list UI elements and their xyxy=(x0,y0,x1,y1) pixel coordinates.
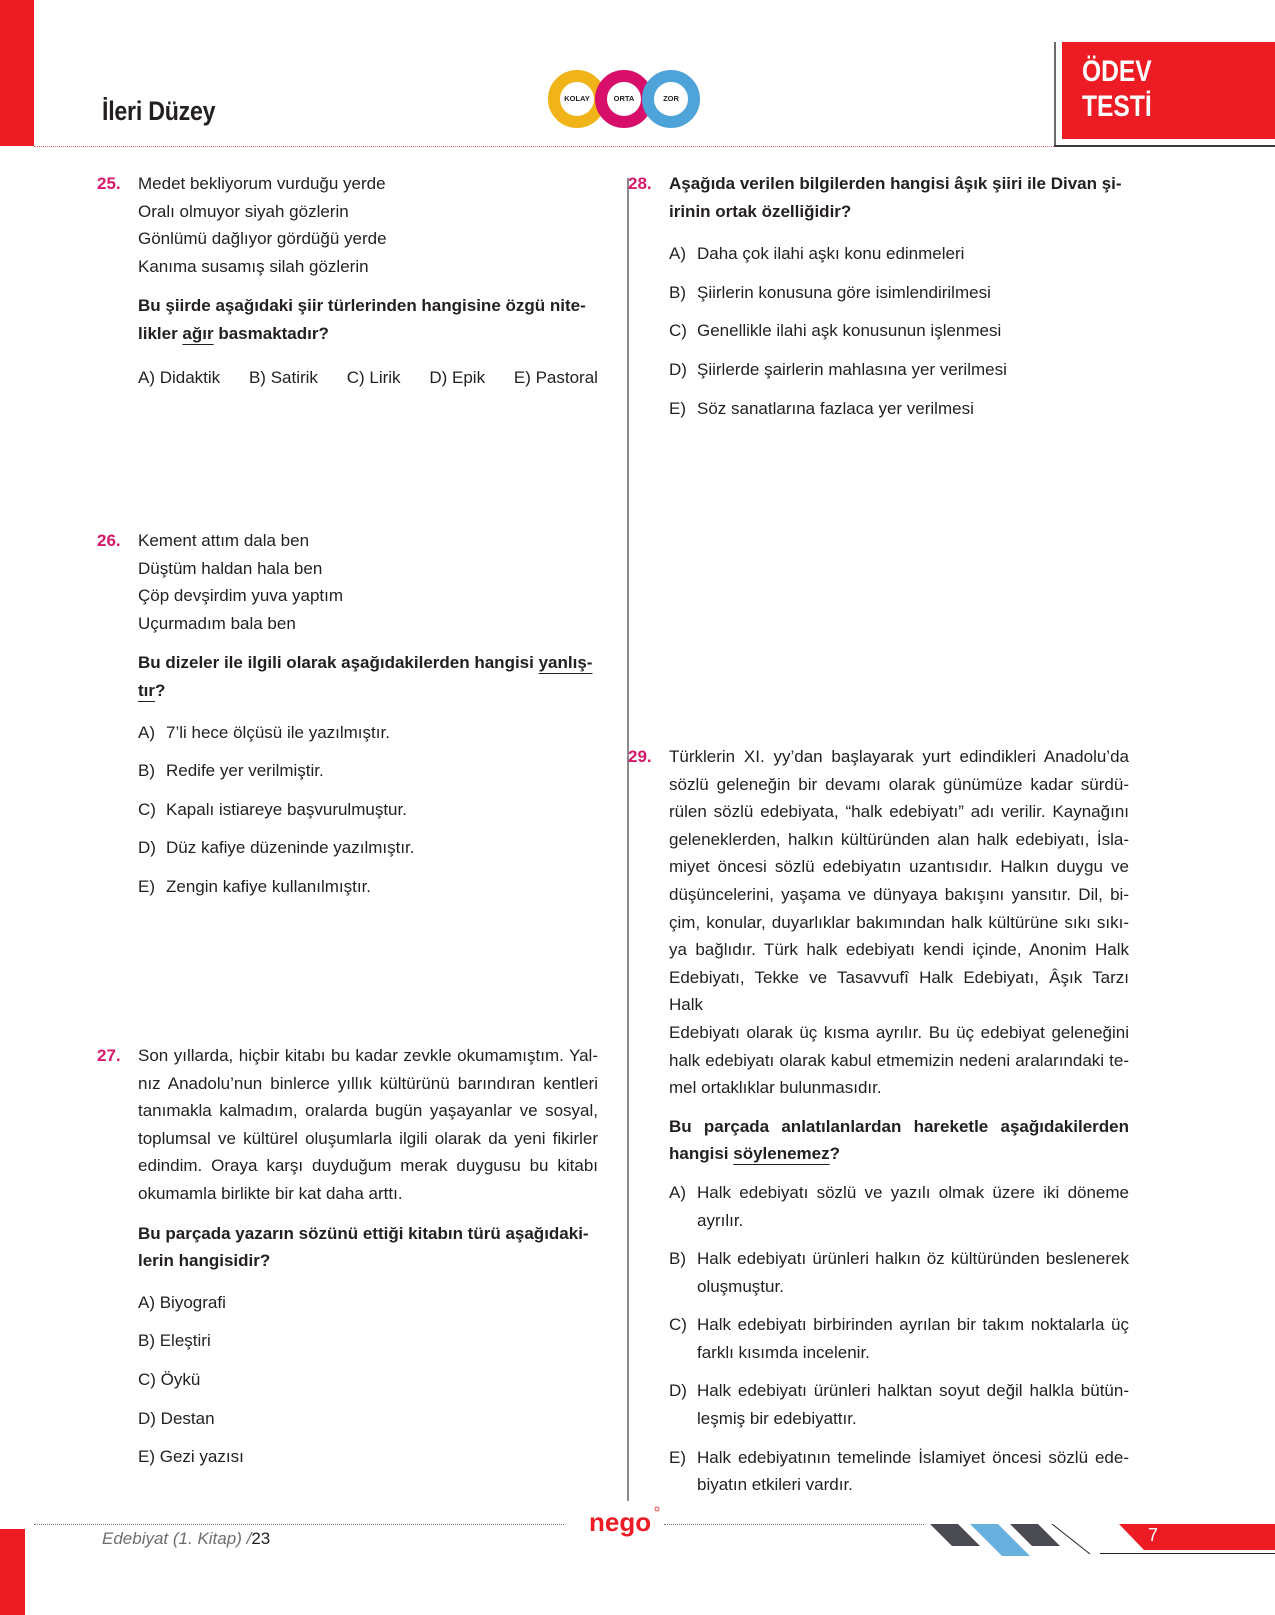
option-text: oluşmuştur. xyxy=(697,1276,784,1296)
stem-emphasis: söylenemez xyxy=(733,1144,830,1164)
option-text: Halk edebiyatı ürünleri halkın öz kültüründen beslenerek xyxy=(697,1249,1129,1269)
option-text: Daha çok ilahi aşkı konu edinmeleri xyxy=(697,244,965,264)
question-27 xyxy=(97,1042,598,1471)
option-letter: E) xyxy=(669,398,686,418)
stem-text: ? xyxy=(829,1144,841,1164)
answer-option-c[interactable] xyxy=(669,317,1129,345)
question-number: 28. xyxy=(628,174,652,193)
question-stem: Aşağıda verilen bilgilerden hangisi âşık şiiri ile Divan şi- xyxy=(669,174,1122,193)
option-text: Halk edebiyatı birbirinden ayrılan bir takım noktalarla üç xyxy=(697,1315,1129,1335)
answer-option-b[interactable]: B) Satirik xyxy=(248,367,318,387)
page-number: 7 xyxy=(1148,1525,1159,1545)
passage-line: edindim. Oraya karşı duyduğum merak duygusu bu kitabı xyxy=(138,1156,598,1176)
page-number-underline xyxy=(1100,1553,1275,1554)
question-29 xyxy=(628,743,1129,1499)
answer-options xyxy=(138,1289,598,1471)
answer-option-c[interactable]: C) Öykü xyxy=(138,1369,201,1389)
option-text: Şiirlerde şairlerin mahlasına yer verilmesi xyxy=(697,359,1007,379)
poem-line: Oralı olmuyor siyah gözlerin xyxy=(138,201,349,221)
answer-option-d[interactable]: D) Epik xyxy=(429,367,486,387)
answer-option-c[interactable] xyxy=(669,1311,1129,1366)
answer-option-e[interactable] xyxy=(669,395,1129,423)
passage-line: okumamla birlikte bir kat daha arttı. xyxy=(138,1183,403,1203)
column-divider xyxy=(627,178,629,1501)
answer-option-e[interactable] xyxy=(669,1444,1129,1499)
book-title xyxy=(102,1529,270,1549)
answer-option-d[interactable] xyxy=(669,356,1129,384)
question-number: 29. xyxy=(628,747,652,766)
option-text: ayrılır. xyxy=(697,1210,744,1230)
answer-option-d[interactable] xyxy=(669,1377,1129,1432)
question-stem: Bu şiirde aşağıdaki şiir türlerinden hangisine özgü nite- xyxy=(138,296,586,316)
stripe-dark xyxy=(1010,1524,1060,1546)
option-letter: B) xyxy=(138,761,155,781)
answer-option-e[interactable]: E) Pastoral xyxy=(513,367,598,387)
difficulty-logo xyxy=(548,70,708,135)
page-number-badge xyxy=(1119,1524,1275,1550)
option-text: Halk edebiyatı sözlü ve yazılı olmak üzere iki döneme xyxy=(697,1182,1129,1202)
poem-line: Kement attım dala ben xyxy=(138,531,310,550)
passage-line: sözlü geleneğin bir devamı olarak günümüze kadar sürdü- xyxy=(669,774,1129,794)
poem-line: Medet bekliyorum vurduğu yerde xyxy=(138,174,386,193)
option-text: Düz kafiye düzeninde yazılmıştır. xyxy=(166,838,415,858)
header-divider-right xyxy=(1054,145,1275,147)
answer-option-d[interactable]: D) Destan xyxy=(138,1408,215,1428)
answer-option-a[interactable] xyxy=(138,719,598,747)
passage-line: rülen sözlü edebiyata, “halk edebiyatı” adı verilir. Kaynağını xyxy=(669,802,1129,822)
stem-emphasis: ağır xyxy=(182,323,214,343)
passage-line: geleneklerden, halkın kültüründen alan halk edebiyatı, İsla- xyxy=(669,829,1129,849)
question-stem xyxy=(669,1140,1129,1168)
option-letter: A) xyxy=(669,244,686,264)
passage-line: tanımakla kalmadım, oralarda bugün yaşayanlar ve sosyal, xyxy=(138,1101,598,1121)
option-letter: D) xyxy=(669,1381,687,1401)
answer-options xyxy=(138,719,598,901)
option-text: Genellikle ilahi aşk konusunun işlenmesi xyxy=(697,321,1002,341)
stem-emphasis: yanlış- xyxy=(538,653,593,673)
option-letter: A) xyxy=(138,722,155,742)
question-number: 25. xyxy=(97,174,121,193)
question-stem: irinin ortak özelliğidir? xyxy=(669,201,852,221)
option-text: Zengin kafiye kullanılmıştır. xyxy=(166,876,372,896)
answer-option-d[interactable] xyxy=(138,834,598,862)
option-text: Halk edebiyatı ürünleri halktan soyut değil halkla bütün- xyxy=(697,1381,1129,1401)
question-stem xyxy=(138,320,598,348)
option-letter: C) xyxy=(669,321,687,341)
option-letter: A) xyxy=(669,1182,686,1202)
stem-text: ? xyxy=(155,680,166,700)
homework-test-badge xyxy=(1062,42,1275,139)
footer-divider-right xyxy=(664,1524,924,1525)
badge-divider xyxy=(1054,42,1056,147)
question-stem: lerin hangisidir? xyxy=(138,1251,271,1271)
passage-line: halk edebiyatı olarak kabul etmemizin nedeni aralarındaki te- xyxy=(669,1050,1129,1070)
decorative-stripes-icon xyxy=(930,1524,1120,1556)
option-letter: E) xyxy=(669,1447,686,1467)
answer-option-b[interactable]: B) Eleştiri xyxy=(138,1331,211,1351)
question-stem: Bu parçada anlatılanlardan hareketle aşağıdakilerden xyxy=(669,1116,1129,1136)
question-stem xyxy=(138,677,598,705)
passage-line: Son yıllarda, hiçbir kitabı bu kadar zevkle okumamıştım. Yal- xyxy=(138,1046,598,1065)
answer-option-a[interactable]: A) Biyografi xyxy=(138,1292,226,1312)
badge-line-1: ÖDEV xyxy=(1082,55,1152,88)
stem-text: likler xyxy=(138,323,183,343)
stem-text: Bu dizeler ile ilgili olarak aşağıdakilerden hangisi xyxy=(138,653,539,673)
poem-line: Uçurmadım bala ben xyxy=(138,613,296,633)
question-25 xyxy=(97,170,598,391)
question-number: 26. xyxy=(97,531,121,550)
option-letter: C) xyxy=(669,1315,687,1335)
answer-option-b[interactable] xyxy=(669,279,1129,307)
answer-option-e[interactable] xyxy=(138,873,598,901)
option-text: leşmiş bir edebiyattır. xyxy=(697,1409,857,1429)
passage-line: ya bağlıdır. Türk halk edebiyatı kendi içinde, Anonim Halk xyxy=(669,940,1129,960)
level-title: İleri Düzey xyxy=(102,96,216,126)
stem-text: basmaktadır? xyxy=(213,323,329,343)
answer-option-b[interactable] xyxy=(669,1245,1129,1300)
passage-line: nız Anadolu’nun binlerce yıllık kültürünü barındıran kentleri xyxy=(138,1073,598,1093)
answer-option-a[interactable]: A) Didaktik xyxy=(138,367,221,387)
footer-divider xyxy=(34,1524,564,1525)
option-text: Halk edebiyatının temelinde İslamiyet öncesi sözlü ede- xyxy=(697,1447,1129,1467)
option-text: Şiirlerin konusuna göre isimlendirilmesi xyxy=(697,282,991,302)
passage-line: düşüncelerini, yaşama ve dünyaya bakışını yansıtır. Dil, bi- xyxy=(669,884,1129,904)
stripe-line xyxy=(1052,1524,1090,1554)
answer-option-a[interactable] xyxy=(669,1179,1129,1234)
option-letter: D) xyxy=(669,359,687,379)
option-text: farklı kısımda incelenir. xyxy=(697,1342,870,1362)
option-text: Kapalı istiareye başvurulmuştur. xyxy=(166,799,407,819)
publisher-logo xyxy=(585,1501,665,1541)
answer-option-b[interactable] xyxy=(138,757,598,785)
stem-emphasis: tır xyxy=(138,680,155,700)
passage-line: miyet öncesi sözlü edebiyatın uzantısıdır. Halkın duygu ve xyxy=(669,857,1129,877)
answer-option-c[interactable]: C) Lirik xyxy=(346,367,401,387)
logo-wordmark: nego xyxy=(589,1507,652,1537)
passage-line: mel ortaklıklar bulunmasıdır. xyxy=(669,1078,882,1098)
answer-option-e[interactable]: E) Gezi yazısı xyxy=(138,1447,244,1467)
passage-line: çim, konular, duyarlıklar bakımından halk kültürüne sıkı sıkı- xyxy=(669,912,1129,932)
option-letter: B) xyxy=(669,282,686,302)
passage-line: Türklerin XI. yy’dan başlayarak yurt edindikleri Anadolu’da xyxy=(669,747,1129,766)
badge-line-2: TESTİ xyxy=(1082,90,1152,123)
book-page-number: 23 xyxy=(251,1529,271,1548)
option-letter: D) xyxy=(138,838,156,858)
answer-option-a[interactable] xyxy=(669,240,1129,268)
answer-option-c[interactable] xyxy=(138,796,598,824)
question-26 xyxy=(97,527,598,901)
difficulty-label-hard: ZOR xyxy=(663,94,679,103)
poem-line: Çöp devşirdim yuva yaptım xyxy=(138,586,344,606)
answer-options xyxy=(138,364,598,392)
header-divider xyxy=(34,146,1054,147)
passage-line: Edebiyatı olarak üç kısma ayrılır. Bu üç edebiyat geleneğini xyxy=(669,1022,1129,1042)
book-title-text: Edebiyat (1. Kitap) / xyxy=(102,1529,252,1548)
left-accent-bar-bottom xyxy=(0,1529,25,1615)
answer-options xyxy=(669,1179,1129,1499)
option-text: 7’li hece ölçüsü ile yazılmıştır. xyxy=(166,722,390,742)
question-stem: Bu parçada yazarın sözünü ettiği kitabın türü aşağıdaki- xyxy=(138,1223,589,1243)
difficulty-label-easy: KOLAY xyxy=(564,94,590,103)
passage-line: toplumsal ve kültürel oluşumlarla ilgili olarak da yeni fikirler xyxy=(138,1128,598,1148)
nego-logo-icon xyxy=(585,1501,665,1541)
poem-line: Gönlümü dağlıyor gördüğü yerde xyxy=(138,229,387,249)
question-number: 27. xyxy=(97,1046,121,1065)
question-stem xyxy=(138,649,598,677)
option-text: Redife yer verilmiştir. xyxy=(166,761,324,781)
stripe-dark xyxy=(930,1524,980,1546)
option-letter: E) xyxy=(138,876,155,896)
left-accent-bar xyxy=(0,0,34,146)
option-letter: B) xyxy=(669,1249,686,1269)
poem-line: Kanıma susamış silah gözlerin xyxy=(138,256,369,276)
question-28 xyxy=(628,170,1129,422)
stem-text: hangisi xyxy=(669,1144,734,1164)
passage-line: Edebiyatı, Tekke ve Tasavvufî Halk Edebiyatı, Âşık Tarzı Halk xyxy=(669,967,1129,1015)
difficulty-label-medium: ORTA xyxy=(613,94,635,103)
poem-line: Düştüm haldan hala ben xyxy=(138,558,323,578)
option-letter: C) xyxy=(138,799,156,819)
option-text: Söz sanatlarına fazlaca yer verilmesi xyxy=(697,398,974,418)
option-text: biyatın etkileri vardır. xyxy=(697,1475,853,1495)
answer-options xyxy=(669,240,1129,422)
